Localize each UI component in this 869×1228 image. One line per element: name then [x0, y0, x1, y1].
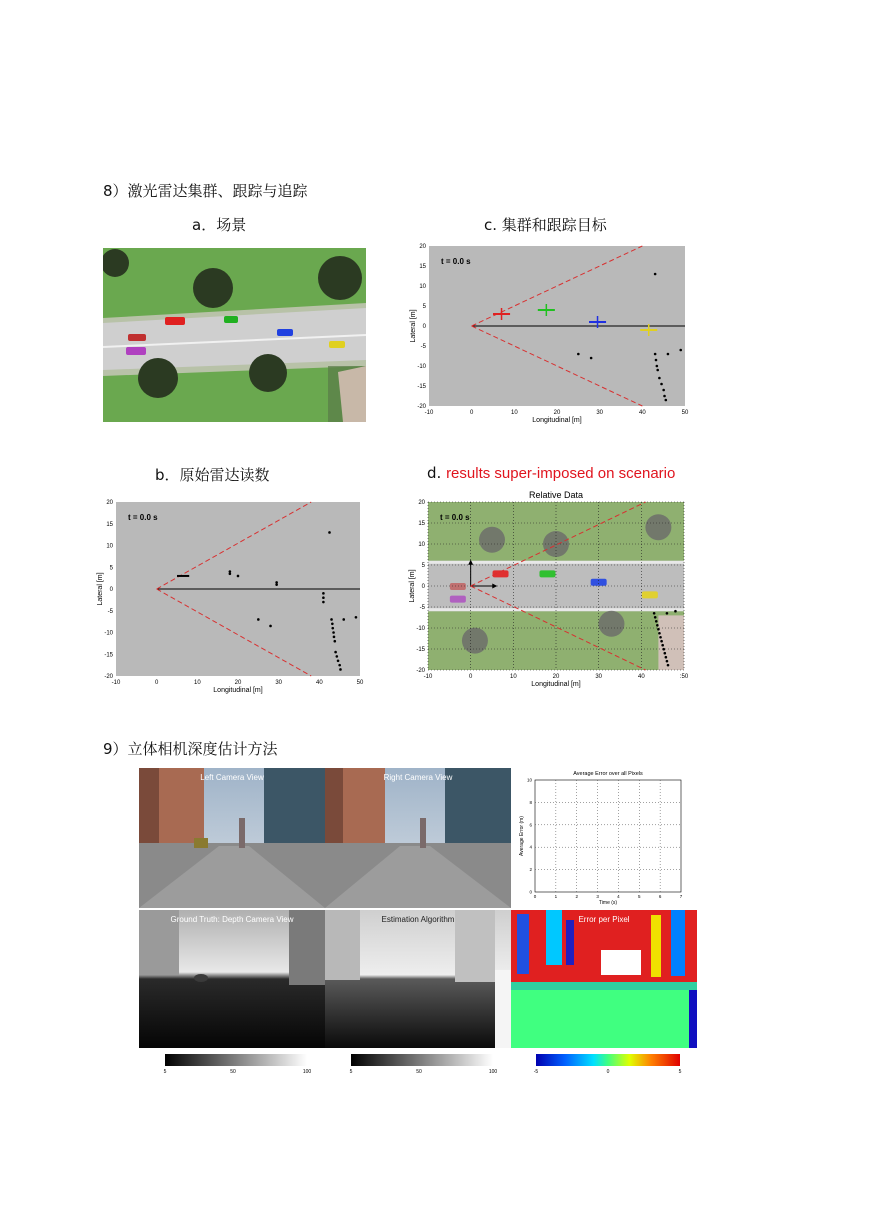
x-tick-label: 0	[469, 410, 474, 416]
x-tick-label: 1	[554, 894, 558, 899]
y-tick-label: -5	[107, 608, 113, 615]
tree-icon	[598, 611, 624, 637]
data-point	[337, 659, 340, 662]
ground-truth-label: Ground Truth: Depth Camera View	[170, 915, 294, 924]
x-tick-label: 40	[637, 674, 645, 680]
data-point	[338, 664, 341, 667]
data-point	[237, 575, 240, 578]
colorbar-tick: 100	[488, 1069, 498, 1075]
y-tick-label: 20	[419, 244, 426, 250]
data-point	[666, 660, 669, 663]
car-icon	[224, 316, 238, 323]
data-point	[655, 620, 658, 623]
y-tick-label: 10	[106, 543, 113, 550]
chart-title: Average Error over all Pixels	[573, 771, 643, 777]
tree-icon	[138, 358, 178, 398]
y-tick-label: 20	[106, 500, 113, 506]
caption-a: a．场景	[192, 216, 247, 234]
y-tick-label: 2	[529, 867, 532, 873]
data-point	[590, 357, 593, 360]
car-icon	[642, 591, 658, 598]
y-tick-label: 0	[109, 587, 113, 593]
x-tick-label: 10	[510, 410, 518, 416]
x-tick-label: 30	[275, 680, 283, 686]
data-point	[656, 369, 659, 372]
colorbar-tick: 50	[230, 1069, 236, 1075]
data-point	[679, 349, 682, 352]
x-tick-label: 10	[509, 674, 517, 680]
y-tick-label: -20	[104, 674, 113, 680]
y-tick-label: 0	[422, 324, 426, 330]
x-tick-label: :50	[679, 674, 689, 680]
y-tick-label: 4	[529, 844, 532, 850]
data-point	[336, 655, 339, 658]
data-point	[654, 273, 657, 276]
tree-icon	[645, 514, 671, 540]
car-icon	[591, 579, 607, 586]
stereo-figure	[139, 768, 699, 1076]
data-point	[655, 359, 658, 362]
x-tick-label: 40	[638, 410, 646, 416]
x-tick-label: 30	[595, 674, 603, 680]
time-label: t = 0.0 s	[128, 513, 158, 522]
car-icon	[450, 596, 466, 603]
x-tick-label: -10	[111, 680, 121, 686]
y-tick-label: 8	[529, 799, 532, 805]
data-point	[665, 656, 668, 659]
x-tick-label: 2	[575, 894, 578, 899]
data-point	[665, 399, 668, 402]
data-point	[333, 636, 336, 639]
colorbar-tick: 5	[163, 1069, 167, 1075]
y-tick-label: 10	[526, 777, 532, 783]
y-tick-label: -10	[104, 630, 113, 637]
x-tick-label: 0	[533, 894, 537, 899]
y-tick-label: -20	[417, 404, 426, 410]
y-tick-label: -10	[417, 364, 426, 370]
x-tick-label: 20	[552, 674, 560, 680]
colorbar-tick: 0	[606, 1069, 610, 1075]
data-point	[656, 365, 659, 368]
data-point	[577, 353, 580, 356]
data-point	[330, 618, 333, 621]
data-point	[664, 652, 667, 655]
x-tick-label: 30	[596, 410, 604, 416]
chart-c-tracked-targets	[405, 240, 695, 426]
colorbar-ground-truth	[165, 1054, 307, 1066]
data-point	[654, 353, 657, 356]
caption-d-prefix: d.	[427, 464, 447, 482]
data-point	[334, 651, 337, 654]
x-tick-label: 6	[658, 894, 662, 899]
data-point	[355, 616, 358, 619]
y-tick-label: 15	[419, 264, 426, 270]
data-point	[660, 640, 663, 643]
x-tick-label: 50	[681, 410, 689, 416]
y-tick-label: 5	[422, 304, 426, 310]
y-tick-label: -10	[416, 626, 425, 632]
x-tick-label: 7	[679, 894, 683, 899]
estimation-algorithm-view	[325, 910, 511, 1048]
data-point	[342, 618, 345, 621]
x-axis-label: Longitudinal [m]	[531, 681, 581, 688]
y-tick-label: 10	[418, 542, 425, 548]
car-icon	[165, 317, 185, 325]
y-tick-label: 15	[106, 521, 113, 528]
data-point	[331, 623, 334, 626]
car-icon	[450, 583, 466, 590]
left-camera-label: Left Camera View	[200, 773, 264, 782]
left-camera-view	[139, 768, 325, 908]
x-tick-label: 40	[315, 680, 323, 686]
error-per-pixel-view	[511, 910, 697, 1048]
y-axis-label: Lateral [m]	[97, 572, 104, 606]
x-tick-label: -10	[424, 410, 434, 416]
caption-d	[427, 464, 675, 482]
data-point	[328, 531, 331, 534]
data-point	[666, 612, 669, 615]
data-point	[661, 644, 664, 647]
data-point	[322, 596, 325, 599]
caption-c: c. 集群和跟踪目标	[484, 216, 607, 234]
x-tick-label: 4	[617, 894, 620, 899]
data-point	[663, 395, 666, 398]
chart-b-raw-radar	[92, 496, 376, 696]
data-point	[229, 572, 232, 575]
y-axis-label: Average Error (m)	[519, 816, 525, 856]
tree-icon	[479, 527, 505, 553]
x-tick-label: 20	[553, 410, 561, 416]
estimation-label: Estimation Algorithm	[381, 915, 455, 924]
colorbar-tick: 100	[302, 1069, 312, 1075]
x-axis-label: Time (s)	[598, 900, 618, 906]
data-point	[658, 377, 661, 380]
y-tick-label: 15	[418, 521, 425, 527]
data-point	[269, 625, 272, 628]
data-point	[662, 648, 665, 651]
x-tick-label: 20	[234, 680, 242, 686]
data-point	[674, 610, 677, 613]
data-point	[654, 616, 657, 619]
data-point	[667, 353, 670, 356]
x-axis-label: Longitudinal [m]	[532, 417, 582, 424]
data-point	[339, 668, 342, 671]
car-icon	[539, 570, 555, 577]
x-axis-label: Longitudinal [m]	[213, 687, 263, 694]
data-point	[662, 389, 665, 392]
time-label: t = 0.0 s	[441, 257, 471, 266]
y-tick-label: 0	[421, 584, 425, 590]
y-tick-label: -15	[416, 647, 425, 653]
x-tick-label: 0	[468, 674, 473, 680]
y-tick-label: 5	[109, 565, 113, 572]
car-icon	[277, 329, 293, 336]
right-camera-label: Right Camera View	[383, 773, 453, 782]
x-tick-label: 50	[356, 680, 364, 686]
chart-title: Relative Data	[528, 490, 584, 500]
colorbar-error	[536, 1054, 680, 1066]
y-tick-label: -15	[417, 384, 426, 390]
car-icon	[329, 341, 345, 348]
tree-icon	[318, 256, 362, 300]
car-icon	[128, 334, 146, 341]
chart-background	[511, 768, 697, 908]
tree-icon	[193, 268, 233, 308]
average-error-chart	[511, 768, 697, 908]
x-tick-label: 3	[596, 894, 599, 899]
y-tick-label: -15	[104, 652, 113, 659]
y-tick-label: -20	[416, 668, 425, 674]
y-tick-label: 20	[418, 500, 425, 506]
y-axis-label: Lateral [m]	[409, 569, 416, 603]
y-axis-label: Lateral [m]	[410, 309, 417, 343]
data-point	[322, 592, 325, 595]
data-point	[656, 624, 659, 627]
section-9-heading: 9）立体相机深度估计方法	[103, 740, 278, 758]
data-point	[275, 583, 278, 586]
data-point	[653, 612, 656, 615]
tree-icon	[249, 354, 287, 392]
data-point	[332, 631, 335, 634]
data-point	[660, 383, 663, 386]
x-tick-label: 0	[154, 680, 159, 686]
caption-d-text: results super-imposed on scenario	[446, 465, 676, 482]
colorbar-tick: 5	[349, 1069, 353, 1075]
right-camera-view	[325, 768, 511, 908]
data-point	[257, 618, 260, 621]
chart-d-superimposed	[404, 488, 696, 690]
data-point	[331, 627, 334, 630]
data-point	[333, 640, 336, 643]
data-point	[658, 632, 661, 635]
data-point	[657, 628, 660, 631]
y-tick-label: 10	[419, 284, 426, 290]
scene-image	[103, 248, 366, 422]
time-label: t = 0.0 s	[440, 513, 470, 522]
y-tick-label: 6	[529, 822, 532, 828]
y-tick-label: 5	[421, 563, 425, 569]
y-tick-label: -5	[420, 344, 426, 350]
data-point	[659, 636, 662, 639]
data-point	[667, 664, 670, 667]
colorbar-tick: -5	[533, 1069, 539, 1075]
caption-b: b．原始雷达读数	[155, 466, 270, 484]
colorbar-tick: 50	[416, 1069, 422, 1075]
building	[658, 615, 684, 670]
error-label: Error per Pixel	[578, 915, 630, 924]
x-tick-label: -10	[423, 674, 433, 680]
data-point	[322, 601, 325, 604]
x-tick-label: 10	[193, 680, 201, 686]
colorbar-tick: 5	[678, 1069, 682, 1075]
y-tick-label: 0	[529, 889, 532, 895]
ground-truth-depth-view	[139, 910, 325, 1048]
colorbar-estimation	[351, 1054, 493, 1066]
car-icon	[126, 347, 146, 355]
tree-icon	[462, 628, 488, 654]
section-8-heading: 8）激光雷达集群、跟踪与追踪	[103, 182, 308, 200]
y-tick-label: -5	[419, 605, 425, 611]
x-tick-label: 5	[638, 894, 641, 899]
